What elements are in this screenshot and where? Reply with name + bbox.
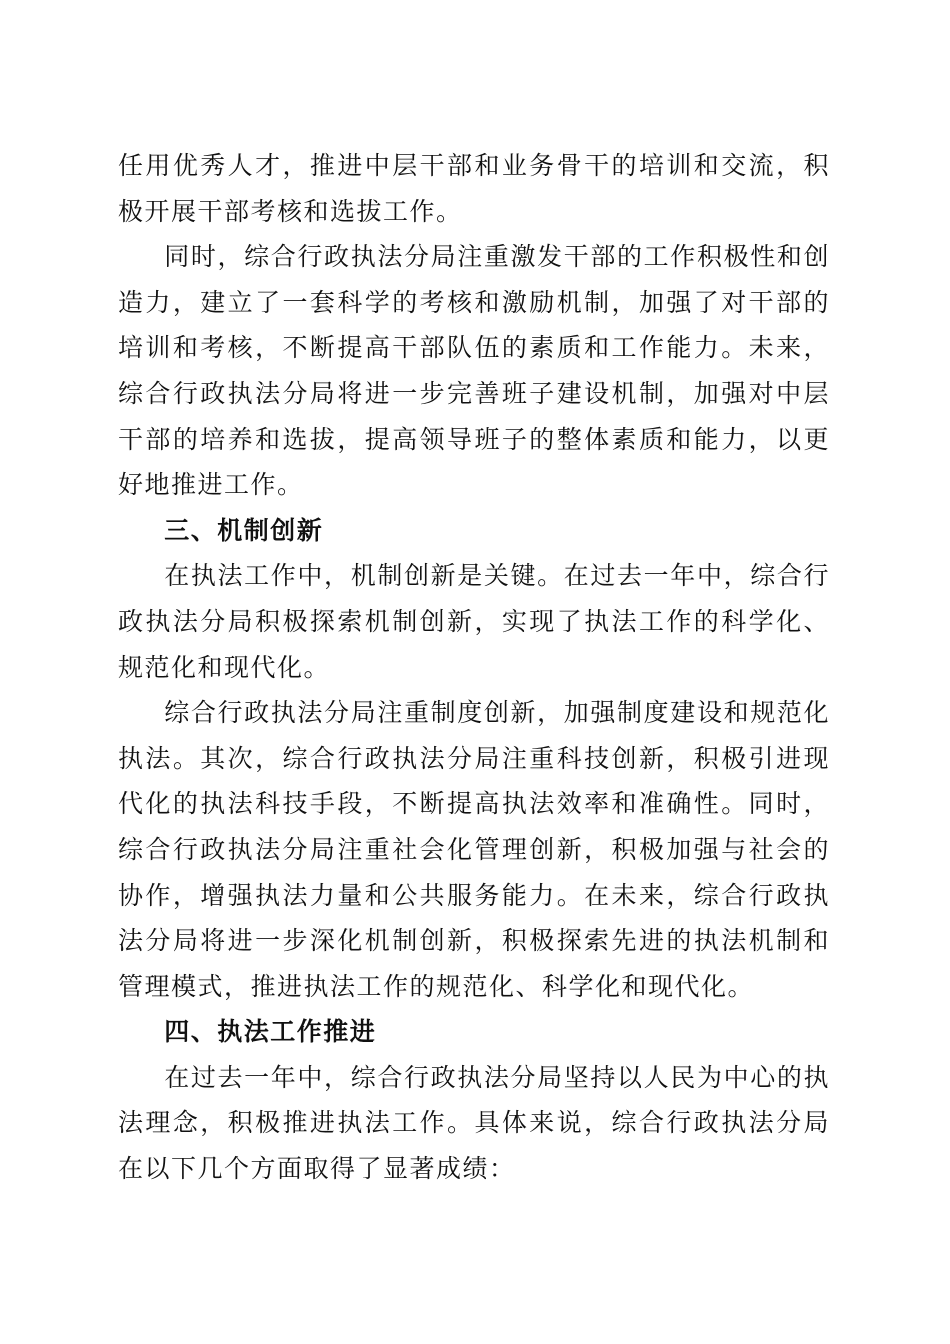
document-body bbox=[118, 143, 830, 1192]
section-heading-enforcement-progress: 四、执法工作推进 bbox=[164, 1017, 377, 1047]
paragraph-mechanism-details: 综合行政执法分局注重制度创新，加强制度建设和规范化执法。其次，综合行政执法分局注重科技创新，积极引进现代化的执法科技手段，不断提高执法效率和准确性。同时，综合行政执法分局注重社会化管理创新，积极加强与社会的协作，增强执法力量和公共服务能力。在未来，综合行政执法分局将进一步深化机制创新，积极探索先进的执法机制和管理模式，推进执法工作的规范化、科学化和现代化。 bbox=[118, 698, 830, 1001]
paragraph-cadre-incentives: 同时，综合行政执法分局注重激发干部的工作积极性和创造力，建立了一套科学的考核和激励机制，加强了对干部的培训和考核，不断提高干部队伍的素质和工作能力。未来，综合行政执法分局将进一步完善班子建设机制，加强对中层干部的培养和选拔，提高领导班子的整体素质和能力，以更好地推进工作。 bbox=[118, 242, 830, 500]
paragraph-mechanism-intro: 在执法工作中，机制创新是关键。在过去一年中，综合行政执法分局积极探索机制创新，实现了执法工作的科学化、规范化和现代化。 bbox=[118, 561, 830, 682]
paragraph-enforcement-intro: 在过去一年中，综合行政执法分局坚持以人民为中心的执法理念，积极推进执法工作。具体来说，综合行政执法分局在以下几个方面取得了显著成绩： bbox=[118, 1062, 830, 1184]
section-heading-mechanism-innovation: 三、机制创新 bbox=[164, 515, 324, 545]
paragraph-cadre-selection: 任用优秀人才，推进中层干部和业务骨干的培训和交流，积极开展干部考核和选拔工作。 bbox=[118, 151, 830, 226]
